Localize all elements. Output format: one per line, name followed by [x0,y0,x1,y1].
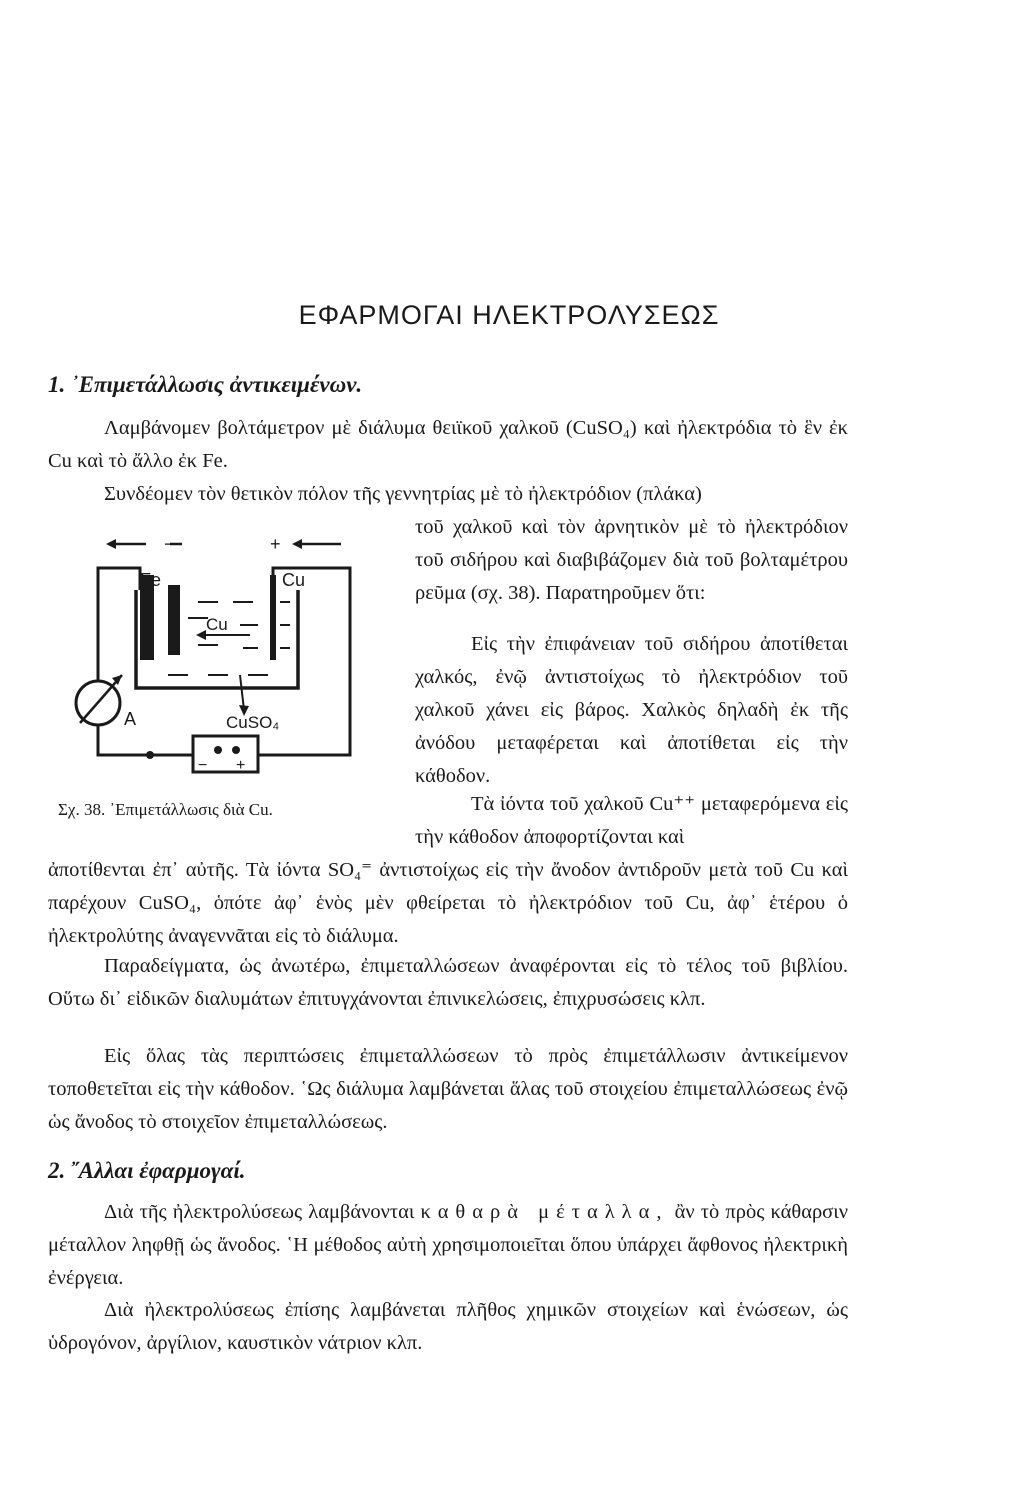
battery-minus-label: − [198,757,208,774]
left-arrowhead [106,539,116,549]
top-plus-label: + [270,534,281,554]
ammeter-label: A [124,709,137,729]
electroplating-diagram [58,530,378,790]
solution-pointer [240,675,244,710]
circuit-node [146,751,154,759]
fe-label: Fe [140,570,162,590]
battery-cell [214,746,222,754]
paragraph-2-line: Συνδέομεν τὸν θετικὸν πόλον τῆς γεννητρίας μὲ τὸ ἠλεκτρόδιον (πλάκα) [104,483,702,505]
paragraph-4-start: Τὰ ἰόντα τοῦ χαλκοῦ Cu⁺⁺ μεταφερόμενα εἰς τὴν κάθοδον ἀποφορτίζονται καὶ [415,793,848,848]
ammeter-symbol [76,675,122,725]
battery-plus-label: + [236,757,246,774]
p1-end: ἂν τὸ πρὸς κάθαρσιν μέταλλον ληφθῇ ὡς ἄνοδος. ῾Η μέθοδος αὐτὴ χρησιμοποιεῖται ὅπου ὑπάρχει ἄφθονος ἠλεκτρικὴ ἐνέργεια. [48,1201,849,1289]
p1-emphasis: καθαρὰ μέταλλα, [420,1201,669,1223]
section-2-paragraph-1 [48,1196,848,1295]
paragraph-4-rest: ἀποτίθενται ἐπ᾿ αὐτῆς. Τὰ ἰόντα SO₄⁼ ἀντιστοίχως εἰς τὴν ἄνοδον ἀντιδροῦν μετὰ τοῦ Cu καὶ παρέχουν CuSO₄, ὁπότε ἀφ᾿ ἑνὸς μὲν φθείρεται τὸ ἠλεκτρόδιον τοῦ Cu, ἀφ᾿ ἑτέρου ὁ ἠλεκτρολύτης ἀναγεννᾶται εἰς τὸ διάλυμα. [48,859,848,947]
right-arrowhead [292,539,302,549]
paragraph-2-rest: τοῦ χαλκοῦ καὶ τὸν ἀρνητικὸν μὲ τὸ ἠλεκτρόδιον τοῦ σιδήρου καὶ διαβιβάζομεν διὰ τοῦ βολταμέτρου ρεῦμα (σχ. 38). Παρατηροῦμεν ὅτι: [415,516,848,604]
paragraph-1: Λαμβάνομεν βολτάμετρον μὲ διάλυμα θειϊκοῦ χαλκοῦ (CuSO₄) καὶ ἠλεκτρόδια τὸ ἓν ἐκ Cu καὶ τὸ ἄλλο ἐκ Fe. [48,417,848,472]
solution-surface [144,602,290,675]
copper-electrode [270,575,276,660]
p1-start: Διὰ τῆς ἠλεκτρολύσεως λαμβάνονται [104,1201,415,1223]
page-title: ΕΦΑΡΜΟΓΑΙ ΗΛΕΚΤΡΟΛΥΣΕΩΣ [298,300,720,330]
circuit-wires [98,568,350,772]
section-1-heading: 1. ᾿Επιμετάλλωσις ἀντικειμένων. [48,372,363,397]
solution-label: CuSO₄ [226,713,280,732]
ion-arrowhead [196,630,206,640]
paragraph-6: Εἰς ὅλας τὰς περιπτώσεις ἐπιμεταλλώσεων τὸ πρὸς ἐπιμετάλλωσιν ἀντικείμενον τοποθετεῖται εἰς τὴν κάθοδον. ῾Ως διάλυμα λαμβάνεται ἅλας τοῦ στοιχείου ἐπιμεταλλώσεως ἐνῷ ὡς ἄνοδος τὸ στοιχεῖον ἐπιμεταλλώσεως. [48,1045,848,1133]
paragraph-5: Παραδείγματα, ὡς ἀνωτέρω, ἐπιμεταλλώσεων ἀναφέρονται εἰς τὸ τέλος τοῦ βιβλίου. Οὕτω δι᾿ εἰδικῶν διαλυμάτων ἐπιτυγχάνονται ἐπινικελώσεις, ἐπιχρυσώσεις κλπ. [48,955,848,1010]
ion-label: Cu [206,615,228,634]
paragraph-3: Εἰς τὴν ἐπιφάνειαν τοῦ σιδήρου ἀποτίθεται χαλκός, ἐνῷ ἀντιστοίχως τὸ ἠλεκτρόδιον τοῦ χαλκοῦ χάνει εἰς βάρος. Χαλκὸς δηλαδὴ ἐκ τῆς ἀνόδου μεταφέρεται καὶ ἀποτίθεται εἰς τὴν κάθοδον. [415,633,848,787]
section-2-paragraph-2: Διὰ ἠλεκτρολύσεως ἐπίσης λαμβάνεται πλῆθος χημικῶν στοιχείων καὶ ἑνώσεων, ὡς ὑδρογόνον, ἀργίλιον, καυστικὸν νάτριον κλπ. [48,1299,848,1354]
top-minus-label: − [164,534,175,554]
section-2-heading: 2. ῎Αλλαι ἐφαρμογαί. [48,1158,246,1183]
battery-cell [232,746,240,754]
cu-label: Cu [282,570,306,590]
figure-caption: Σχ. 38. ᾿Επιμετάλλωσις διὰ Cu. [58,800,273,819]
coated-layer [168,585,180,655]
